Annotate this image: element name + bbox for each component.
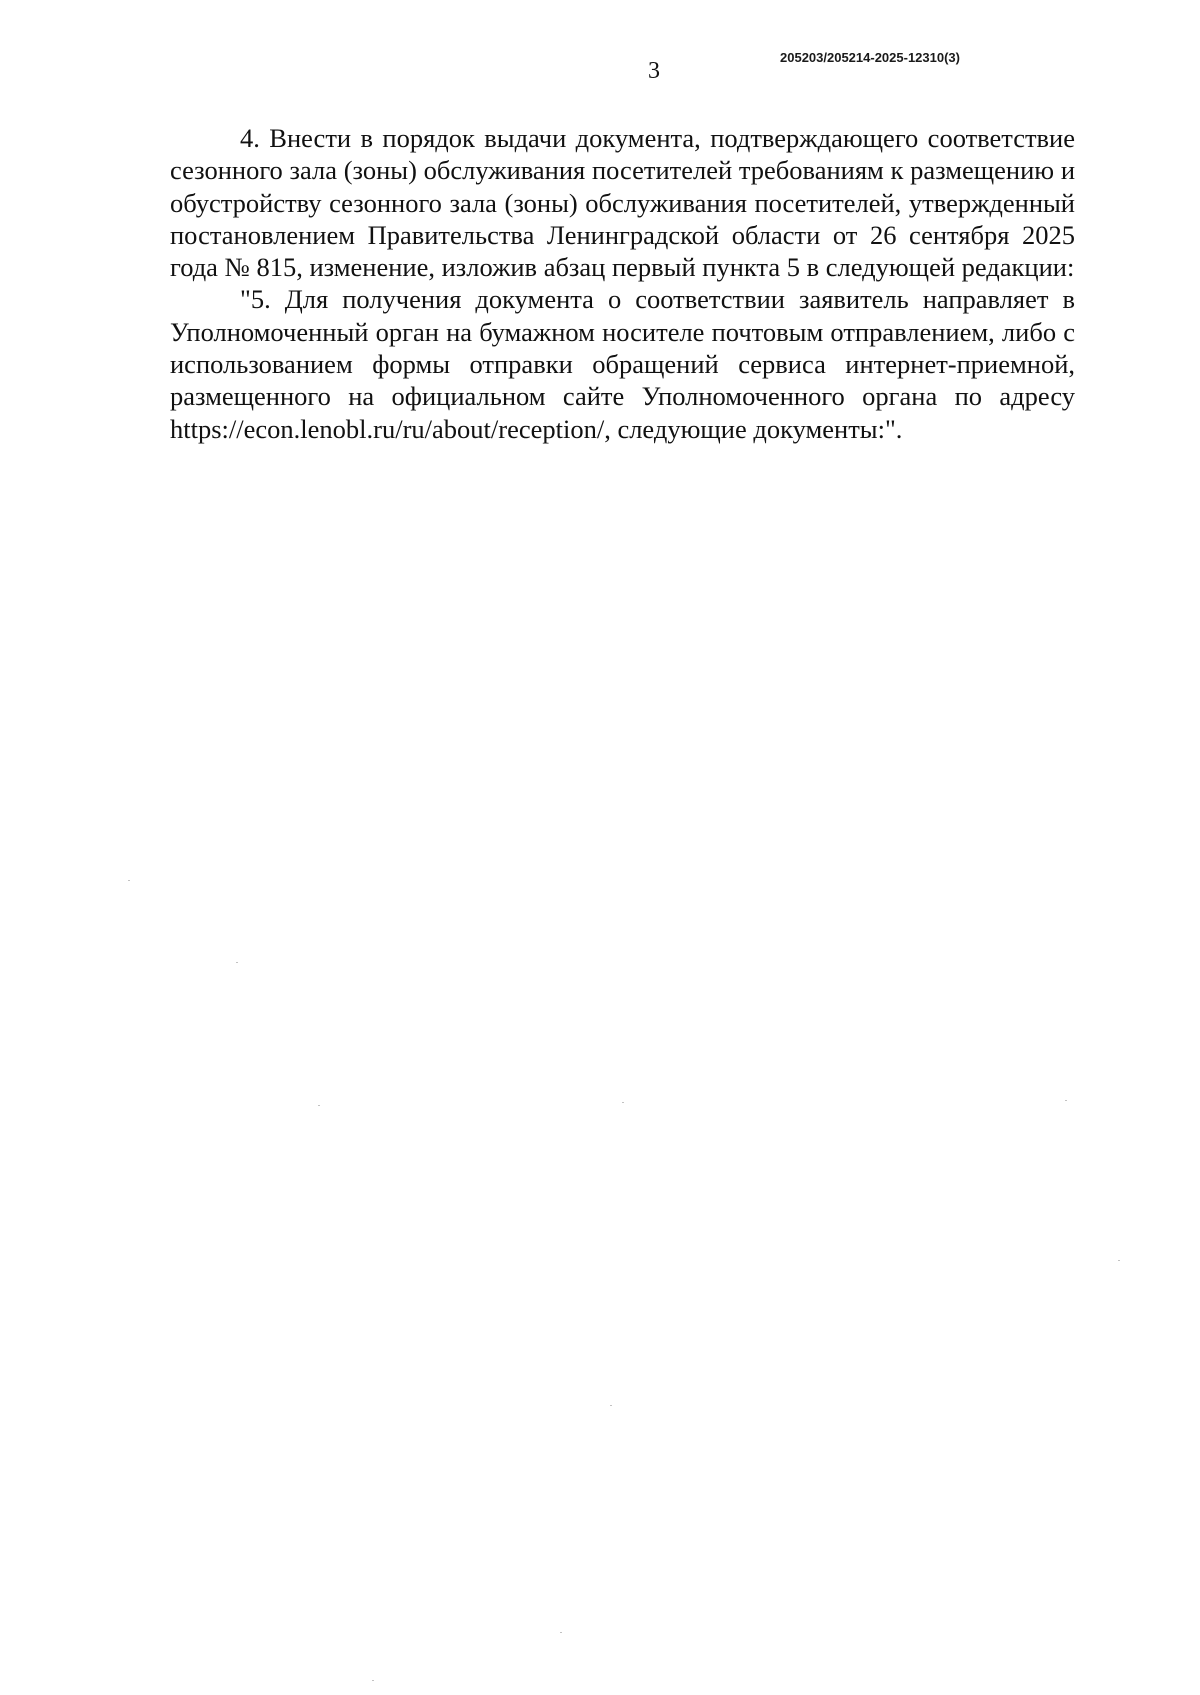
scan-speck xyxy=(622,1102,624,1103)
page-number: 3 xyxy=(648,58,660,84)
scan-speck xyxy=(318,1105,320,1106)
scan-speck xyxy=(236,962,238,963)
scan-speck xyxy=(560,1632,562,1633)
scan-speck xyxy=(128,880,130,881)
document-id: 205203/205214-2025-12310(3) xyxy=(780,50,960,65)
paragraph-quoted-item-5: "5. Для получения документа о соответствии заявитель направляет в Уполномоченный орган на бумажном носителе почтовым отправлением, либо с использованием формы отправки обращений сервиса интернет-приемной, размещенного на официальном сайте Уполномоченного органа по адресу https://econ.lenobl.ru/ru/about/reception/, следующие документы:". xyxy=(170,284,1075,444)
scan-speck xyxy=(1065,1100,1067,1101)
document-body xyxy=(170,122,1075,445)
scan-speck xyxy=(1118,1260,1120,1261)
scan-speck xyxy=(610,1405,612,1406)
scan-speck xyxy=(372,1680,374,1681)
paragraph-item-4: 4. Внести в порядок выдачи документа, подтверждающего соответствие сезонного зала (зоны) обслуживания посетителей требованиям к размещению и обустройству сезонного зала (зоны) обслуживания посетителей, утвержденный постановлением Правительства Ленинградской области от 26 сентября 2025 года № 815, изменение, изложив абзац первый пункта 5 в следующей редакции: xyxy=(170,123,1075,283)
